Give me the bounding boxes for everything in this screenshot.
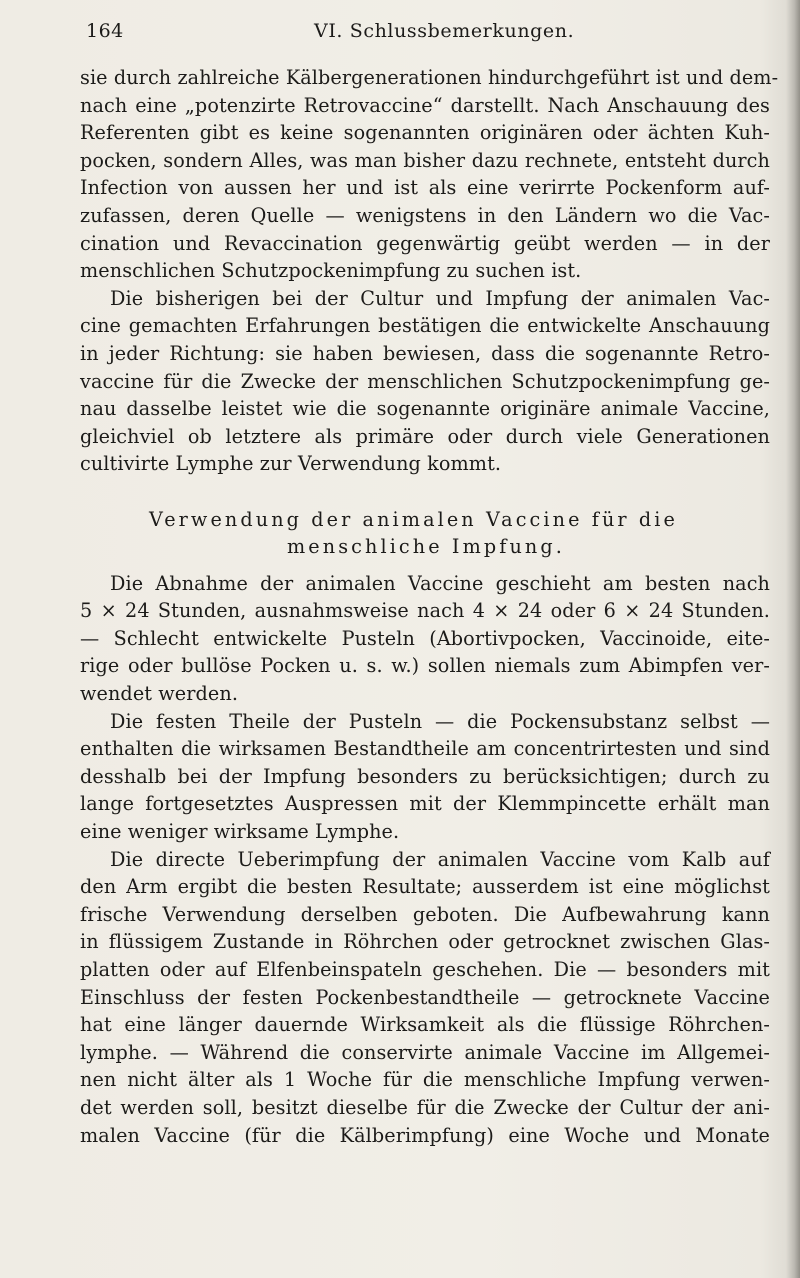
text-line: Referenten gibt es keine sogenannten originären oder ächten Kuh- (80, 121, 770, 145)
text-line: lymphe. — Während die conservirte animale Vaccine im Allgemei- (80, 1040, 770, 1064)
paragraph (80, 570, 770, 708)
paragraph (80, 708, 770, 846)
text-line: rige oder bullöse Pocken u. s. w.) sollen niemals zum Abimpfen ver- (80, 654, 770, 678)
text-line: Die Abnahme der animalen Vaccine geschieht am besten nach (110, 571, 770, 595)
text-line: wendet werden. (80, 682, 239, 706)
section-heading (80, 506, 770, 561)
text-line: in jeder Richtung: sie haben bewiesen, dass die sogenannte Retro- (80, 341, 770, 365)
text-line: zufassen, deren Quelle — wenigstens in den Ländern wo die Vac- (80, 203, 770, 227)
section-heading-line: Verwendung der animalen Vaccine für die (149, 507, 678, 531)
text-line: Einschluss der festen Pockenbestandtheile — getrocknete Vaccine (80, 985, 770, 1009)
running-head: VI. Schlussbemerkungen. (314, 20, 575, 42)
paragraph (80, 846, 770, 1150)
text-line: eine weniger wirksame Lymphe. (80, 820, 400, 844)
section-spacer (80, 561, 770, 570)
text-line: desshalb bei der Impfung besonders zu berücksichtigen; durch zu (80, 764, 770, 788)
text-line: — Schlecht entwickelte Pusteln (Abortivpocken, Vaccinoide, eite- (80, 626, 770, 650)
text-line: lange fortgesetztes Auspressen mit der Klemmpincette erhält man (80, 792, 770, 816)
text-line: cultivirte Lymphe zur Verwendung kommt. (80, 452, 502, 476)
text-line: frische Verwendung derselben geboten. Die Aufbewahrung kann (80, 902, 770, 926)
page-edge-shadow (786, 0, 800, 1278)
section-spacer (80, 478, 770, 506)
text-line: gleichviel ob letztere als primäre oder durch viele Generationen (80, 424, 770, 448)
paragraph (80, 64, 779, 285)
text-line: vaccine für die Zwecke der menschlichen Schutzpockenimpfung ge- (80, 369, 770, 393)
page-number: 164 (86, 20, 124, 42)
text-line: hat eine länger dauernde Wirksamkeit als die flüssige Röhrchen- (80, 1013, 770, 1037)
text-line: in flüssigem Zustande in Röhrchen oder getrocknet zwischen Glas- (80, 930, 770, 954)
section-heading-line: menschliche Impfung. (287, 535, 565, 559)
text-line: nau dasselbe leistet wie die sogenannte originäre animale Vaccine, (80, 397, 770, 421)
text-line: 5 × 24 Stunden, ausnahmsweise nach 4 × 24 oder 6 × 24 Stunden. (80, 599, 770, 623)
text-line: Infection von aussen her und ist als eine verirrte Pockenform auf- (80, 176, 770, 200)
text-line: cine gemachten Erfahrungen bestätigen die entwickelte Anschauung (80, 314, 770, 338)
paragraph (80, 285, 770, 478)
text-line: platten oder auf Elfenbeinspateln geschehen. Die — besonders mit (80, 958, 770, 981)
text-line: menschlichen Schutzpockenimpfung zu suchen ist. (80, 259, 582, 283)
text-line: sie durch zahlreiche Kälbergenerationen hindurchgeführt ist und dem- (80, 66, 779, 89)
text-line: enthalten die wirksamen Bestandtheile am concentrirtesten und sind (80, 737, 770, 761)
text-line: pocken, sondern Alles, was man bisher dazu rechnete, entsteht durch (80, 148, 770, 172)
text-line: nen nicht älter als 1 Woche für die menschliche Impfung verwen- (80, 1068, 770, 1092)
page-header (80, 20, 770, 54)
body-text (80, 64, 779, 1149)
text-line: nach eine „potenzirte Retrovaccine“ darstellt. Nach Anschauung des (80, 93, 770, 117)
text-line: Die bisherigen bei der Cultur und Impfung der animalen Vac- (110, 286, 770, 310)
text-line: cination und Revaccination gegenwärtig geübt werden — in der (80, 231, 770, 255)
text-line: det werden soll, besitzt dieselbe für die Zwecke der Cultur der ani- (80, 1095, 770, 1119)
text-line: Die festen Theile der Pusteln — die Pockensubstanz selbst — (110, 709, 770, 733)
text-line: malen Vaccine (für die Kälberimpfung) eine Woche und Monate (80, 1123, 770, 1147)
text-line: den Arm ergibt die besten Resultate; ausserdem ist eine möglichst (80, 875, 770, 899)
text-line: Die directe Ueberimpfung der animalen Vaccine vom Kalb auf (110, 847, 770, 871)
